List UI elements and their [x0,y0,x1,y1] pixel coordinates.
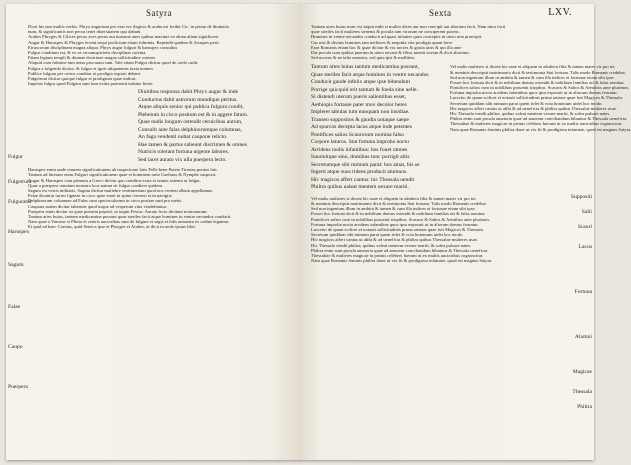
commentary-line: Et quid ad haec Caesius, quid Seneca ipse et Phryges et Arabes, ut dicit in nodo ipsius libri. [28,224,196,230]
verse-line: An faga vendenti nubat caupone relicto. [138,134,228,141]
margin-note: Salii [581,209,592,215]
verse-line: Plebeium in circo positum est & in aggere fatum. [138,111,249,118]
commentary-line: Nam quae Romanis feminis philtra daret ut vix fit & prodigiosa infamiae, quod est magnus Satyra. [311,258,493,264]
commentary-line: Augur & Haruspex & Phryges fecent sequi proficiunt etiam fulminis. Rependit quidem & Aruspex perit [28,39,219,45]
commentary-line: Nam quae Romanis feminis philtra daret ut vix fit & prodigiosa infamiae, quod est magnus Satyra. [450,126,631,132]
commentary-line: Fulgetrum dicitur quoque fulgur et prodigium quae indicat. [28,75,137,81]
commentary-line: Vel malis mulieres si dicent hic sane et aliquem in adultera filia & tamen mater vir pro tot [311,195,476,201]
verse-line: Ad spurcos decepta lacus atque inde petentes [311,124,412,131]
verse-line: Quae steriles facit atque homines in ventre necandos [311,71,429,78]
margin-note: Fortuna [574,289,592,295]
margin-note: Lacus [578,244,592,250]
commentary-line: quae steriles facit mulieres uenenis & pocula tam virorum ne conciperent potens. [311,29,460,35]
commentary-line: Tantum artes huius nunc est inquit mihi si mulier dives aut non concipit aut abortum facit. Nam mira facit [311,24,506,29]
left-commentary-bottom [28,167,291,229]
margin-note: Thessala [572,389,592,395]
verse-line: Quae nudis longum ostendit ceruicibus aurum, [138,119,243,126]
margin-note: Fulgetrum [8,179,32,185]
commentary-line: Esse Romanis etiam hoc & quae dicitur & vix noctes & gratia uiris & qui illa ante [311,44,462,50]
commentary-line: Caupona autem dicitur tabernae quod usque ad vesperum vina vendebantur. [28,203,168,209]
verse-line: Consulit ante falas delphinorumque columnas, [138,126,242,133]
commentary-line: & nominis descripsit matrimonio dicit & testimonia Stat fortuna. Talis modo Romanis credebat. [450,69,626,75]
commentary-line: Homines in ventre necandos conducit ad quasi infantes quos conceptis in utero non praecipit. [311,34,483,40]
commentary-line: Vel malis mulieres si dicent hic sane et aliquem in adultera filia & tamen mater vir pro tot [450,64,615,70]
margin-note: Scauri [577,224,592,230]
commentary-line: Philtra enim sunt pocula amatoria quae ad amorem conciliandum bibuntur & Thessala ueneficia. [450,116,628,122]
commentary-line: Hic Thessala vendit philtra, quibus valeat mentem vexare mariti, & solea pulsare nates. [311,242,472,248]
commentary-line: Arabes Phryges & Cilices pecus aves pecus aut maxime aues quibus maxime ea aliam aliam significent. [28,34,220,40]
commentary-line: Etruscorum disciplinam magna aliqua. Phryx augur fulguri & haruspex consultus [28,44,178,50]
right-page [299,4,631,460]
margin-note: Magicae [572,369,592,375]
margin-note: Sagum [8,262,24,268]
verse-line: Arridens nudis infantibus: hos fouet omnes [311,146,408,153]
commentary-line: Posset hoc fortuna dicit & in nobilium domus ostendit & nobilium familias uti & falsa nomina. [311,211,486,217]
right-commentary-top [311,24,551,60]
commentary-line: Hic Thessala vendit philtra, quibus valeat mentem vexare mariti, & solea pulsare nates. [450,111,611,116]
commentary-line: Lucretio de quam scilicet et notauit sollicitudinis prima ratione quae fuit Magicos & Thessala. [450,95,623,101]
commentary-line: Haruspex enim unde omnem significationem ab inspectione fatis Pelle bene Puteia Tiresias peritus fuit. [28,167,218,173]
commentary-line: Tantum ad litteram enim Fulguri significationem quae et hominem ratio Caeliuus & Nymphe suspexit. [28,172,217,178]
commentary-line: Posset hoc fortuna dicit & in nobilium domus ostendit & nobilium familias uti & falsa nomina. [450,79,625,85]
commentary-line: Sed nocens & ne talia monstra, sed quia ipsi & mollities. [311,55,416,61]
folio-number: LXV. [548,7,572,18]
commentary-line: Hic magicos affert cantus ut alibi & ad ueneficia & philtra quibus Thessalae mulieres usae. [450,105,618,111]
left-verse-block [138,89,291,164]
margin-note: Falae [8,304,21,310]
commentary-line: Philtra enim sunt pocula amatoria quae ad amorem conciliandum bibuntur & Thessala ueneficia. [311,247,489,253]
commentary-line: Etiam legium templi & diuinae doctrinae magna sollicitudine ostenta. [28,55,156,61]
verse-line: Tantum artes huius tantum medicamina possunt, [311,64,420,71]
verse-line: Conducit gaude infelix atque ipse bibendum [311,79,410,86]
commentary-line: Fortuna improba noctu arridens infantibus quos ipsa exposuit ut in aliorum domus feruntur. [450,90,618,96]
verse-line: Conductus dabit astrorum mundique peritus. [138,96,238,103]
verse-line: Si distendi uterum pueris salientibus esset, [311,94,407,101]
commentary-line: Delphinorum columnae ad Falas cum spectaculorum in circo positae sunt pro metis. [28,198,183,204]
commentary-line: Pontifices salios cum in nobilibus prouenit stirpibus. Scauros & Salios & Aemilios ante plurimos. [311,216,491,222]
commentary-line: Fulgur conditum est, & ex ea circumspiciens disciplinas ostenta. [28,49,147,55]
commentary-line: Lucretio de quam scilicet et notauit sollicitudinis prima ratione quae fuit Magicos & Thessala. [311,226,484,232]
commentary-line: Fortuna improba noctu arridens infantibus quos ipsa exposuit ut in aliorum domus feruntur. [311,221,479,227]
verse-line: Corpore laturos. Stat fortuna improba noctu [311,139,409,146]
right-side-commentary [450,64,631,192]
left-running-title: Satyra [146,8,172,18]
commentary-line: Thessaliae & mulieres magicae in primis celebres fuerunt ut ex multis auctoribus cognoscitur. [450,121,623,127]
verse-line: Sed iacet aurato vix ulla puerpera lecto. [138,156,227,163]
verse-line: Impleret tabulas tum nunquam non insidiae. [311,109,410,116]
verse-line: Secretumque sibi mimum parat: hos amat, his se [311,161,420,168]
book-spread [6,4,631,460]
margin-note: Caupo [8,344,23,350]
right-main-row [311,64,631,192]
right-running-title: Sexta [429,8,452,18]
commentary-line: Cur nisi & divinis homines tam meliores & nequitia vita prodigia quam ferre. [311,39,454,45]
margin-note: Philtra [577,404,592,410]
verse-line: Aethiopis fortasse pater mox decolor heres [311,101,407,108]
margin-note: Haruspex [8,229,30,235]
verse-line: Ingerit atque suos ridens producit alumnos. [311,169,408,176]
verse-line: Porrige quicquid erit tantum & foeda sine uelle. [311,86,418,93]
commentary-line: Thessaliae & mulieres magicae in primis celebres fuerunt ut ex multis auctoribus cognoscitur. [311,252,484,258]
margin-note: Alumni [574,334,592,340]
commentary-line: num, & significantis non pecus tenet diuersitatem qua dabant. [28,29,142,35]
verse-line: Hae tamen & partus subeunt discrimen & omnes [138,141,247,148]
verse-line: Atque aliquis senior qui publica fulgura condit, [138,104,244,111]
verse-line: Hic magicos affert cantus: hic Thessala uendit [311,176,415,183]
right-verse-block [311,64,446,192]
commentary-line: Aliquid cum fulmine tum aetas procurata sunt. Tale etiam Fulgur dicitur quod de caelo cadit. [28,60,199,66]
margin-note: Puerpera [8,384,28,390]
commentary-line: Pontifices salios cum in nobilibus prouenit stirpibus. Scauros & Salios & Aemilios ante plurimos. [450,85,630,91]
right-commentary-bottom [311,196,556,263]
verse-line: Diuitibus responsa dabit Phryx augur & inde [138,89,239,96]
commentary-line: Hic magicos affert cantus ut alibi & ad ueneficia & philtra quibus Thessalae mulieres usae. [311,237,479,243]
commentary-line: Sagum est vestis militaris, Sagum dicitur muliebre vestimentum quod nos vestem albam appellamus. [28,188,214,193]
left-page [6,4,299,460]
verse-line: Transeo suppositos & gaudia uotaque saepe [311,116,409,123]
commentary-line: Sed non ingenium illum in ambitu & tamen & cum illa indices et fortunae etiam sibi ipse. [450,74,615,80]
commentary-line: Impetus fulgur quod Fulgura sunt tum exitia praesenti turbine ferire. [28,81,154,87]
commentary-line: Sed non ingenium illum in ambitu & tamen & cum illa indices et fortunae etiam sibi ipse. [311,206,476,212]
verse-line: Nutricis tolerant fortuna urgente labores. [138,149,230,156]
verse-line: Pontifices salios Scaurorum nomina falso [311,131,404,138]
commentary-line: Publice fulgura per certos conditur et prodigia expiari debent. [28,70,142,76]
commentary-line: Secretum quiddam sibi mimum parat quem ridet & vota hominum uidet hoc modo. [311,232,464,238]
margin-note: Suppositi [570,194,592,200]
commentary-line: Tantum artes huius, tantum medicamina possunt quae steriles facit atque homines in ventre necandos conducit. [28,213,232,219]
commentary-line: Secretum quiddam sibi mimum parat quem ridet & vota hominum uidet hoc modo. [450,100,603,106]
commentary-line: Falae dicuntur turres ligneae in circo quae erant in spina circensi et in navigiis. [28,193,173,199]
commentary-line: Quae a puerpero omnium monstra loca natura sit fulgur condiere quidem. [28,182,164,188]
commentary-line: Nam quae a Varrone et Plinio et ceteris auctoribus sunt de fulgure et sagis et falis annotata ex ordine leguntur. [28,219,230,225]
verse-line: Philtra quibus ualeat mentem uexare mariti. [311,184,409,191]
left-commentary-top [28,24,291,86]
commentary-line: & nominis descripsit matrimonio dicit & testimonia Stat fortuna. Talis modo Romanis credebat. [311,201,487,206]
commentary-line: Augur & Haruspex cum primum a Greco dicitur quo conditur extra et omnia ostenta ut fulgur. [28,177,201,183]
commentary-line: Fulgur a fulgendo dicitur. & fulgur et ignis aliquatenus iuxta nomen. [28,65,154,71]
margin-note: Fulgurator [8,199,32,205]
commentary-line: Puerpera enim dicitur ea quae puerum peperit, ut inquit Festus. Aurato lecto divitum matronarum. [28,208,208,214]
margin-note: Fulgur [8,154,23,160]
commentary-line: Dixit his iam multis verbis. Phryx augurium pro eius ere flagicis & araba est feribit Cic. in primo de diuinatio [28,24,230,29]
verse-line: Inuoluitque sinu, domibus tunc porrigit altis [311,154,410,161]
commentary-line: Dat pocula cum quibus puerum in utero necant & filius mentit eorum & dicit abortum. [311,49,470,55]
